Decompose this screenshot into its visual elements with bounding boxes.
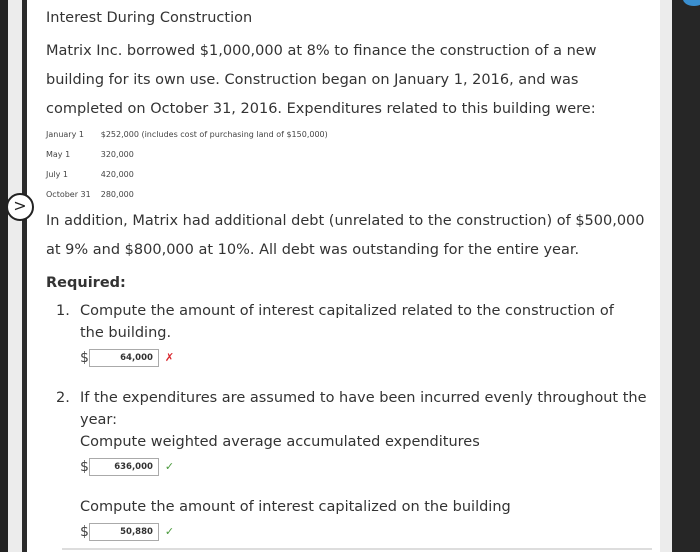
interest-capitalized-input[interactable]: 64,000 (89, 349, 159, 367)
expenditure-date: October 31 (46, 190, 91, 199)
question-1 (56, 300, 640, 369)
table-row (46, 145, 338, 165)
expenditure-date: July 1 (46, 170, 69, 179)
right-frame (672, 0, 700, 552)
additional-info: In addition, Matrix had additional debt (unrelated to the construction) of $500,000 at 9% and $800,000 at 10%. All debt was outstanding for the entire year. (46, 213, 645, 258)
divider (62, 548, 652, 550)
expenditure-amount: $252,000 (includes cost of purchasing land of $150,000) (100, 130, 328, 139)
expenditures-table (46, 125, 338, 205)
question-text: Compute the amount of interest capitalized related to the construction of the building. (80, 303, 614, 341)
currency-symbol: $ (80, 459, 89, 475)
currency-symbol: $ (80, 350, 89, 366)
question-2 (56, 387, 650, 543)
left-gutter (8, 0, 22, 552)
left-frame (0, 0, 8, 552)
weighted-average-input[interactable]: 636,000 (89, 458, 159, 476)
expand-chevron-icon[interactable]: > (6, 193, 34, 221)
table-row (46, 185, 338, 205)
required-heading: Required: (46, 275, 126, 291)
interest-on-building-input[interactable]: 50,880 (89, 523, 159, 541)
question-number: 2. (56, 390, 70, 406)
table-row (46, 125, 338, 145)
expenditure-amount: 420,000 (100, 170, 134, 179)
right-gutter (660, 0, 672, 552)
subquestion-text: Compute weighted average accumulated expenditures (80, 434, 480, 450)
expenditure-date: January 1 (46, 130, 84, 139)
table-row (46, 165, 338, 185)
problem-intro: Matrix Inc. borrowed $1,000,000 at 8% to finance the construction of a new building for its own use. Construction began on January 1, 2016, and was completed on October 31, 2016. Expenditures related to this building were: (46, 43, 597, 117)
answer-row (80, 347, 640, 369)
incorrect-icon: ✗ (164, 351, 175, 364)
currency-symbol: $ (80, 524, 89, 540)
expenditure-amount: 320,000 (100, 150, 134, 159)
problem-title: Interest During Construction (46, 10, 253, 26)
correct-icon: ✓ (164, 525, 175, 538)
answer-row (80, 456, 650, 478)
answer-row (80, 521, 650, 543)
expenditure-date: May 1 (46, 150, 71, 159)
question-number: 1. (56, 303, 70, 319)
question-text: If the expenditures are assumed to have been incurred evenly throughout the year: (80, 390, 647, 428)
left-divider (22, 0, 27, 552)
subquestion-text: Compute the amount of interest capitalized on the building (80, 499, 511, 515)
expenditure-amount: 280,000 (100, 190, 134, 199)
correct-icon: ✓ (164, 460, 175, 473)
